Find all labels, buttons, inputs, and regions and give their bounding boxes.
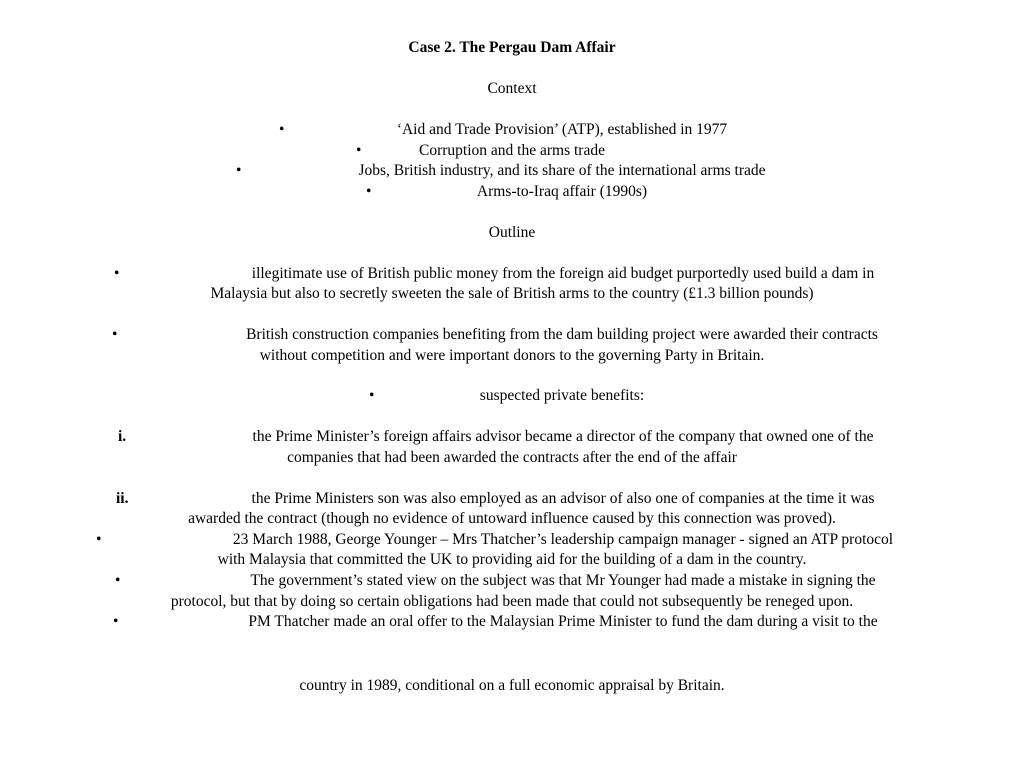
outline-item-2-line-1: British construction companies benefiting from the dam building project were awarded their contracts xyxy=(246,326,878,343)
outline-item-1-line-2: Malaysia but also to secretly sweeten the sale of British arms to the country (£1.3 billion pounds) xyxy=(210,285,814,302)
sub-item-i-line-2: companies that had been awarded the contracts after the end of the affair xyxy=(287,449,737,466)
bullet-icon: • xyxy=(236,162,242,179)
context-heading: Context xyxy=(487,80,537,97)
bullet-icon: • xyxy=(366,183,372,200)
bullet-icon: • xyxy=(112,326,118,343)
outline-item-2-line-2: without competition and were important donors to the governing Party in Britain. xyxy=(259,347,765,364)
bullet-icon: • xyxy=(113,613,119,630)
outline-item-3: suspected private benefits: xyxy=(479,387,645,404)
context-item-1: ‘Aid and Trade Provision’ (ATP), established in 1977 xyxy=(396,121,728,138)
event-3-line-1: PM Thatcher made an oral offer to the Malaysian Prime Minister to fund the dam during a visit to the xyxy=(248,613,878,630)
sub-item-i-line-1: the Prime Minister’s foreign affairs advisor became a director of the company that owned one of the xyxy=(252,428,874,445)
context-item-4: Arms-to-Iraq affair (1990s) xyxy=(476,183,648,200)
sub-item-i-marker: i. xyxy=(118,428,127,445)
context-item-3: Jobs, British industry, and its share of the international arms trade xyxy=(358,162,766,179)
outline-item-1-line-1: illegitimate use of British public money from the foreign aid budget purportedly used build a dam in xyxy=(251,265,875,282)
event-1-line-1: 23 March 1988, George Younger – Mrs Thatcher’s leadership campaign manager - signed an ATP protocol xyxy=(232,531,894,548)
sub-item-ii-marker: ii. xyxy=(116,490,129,507)
event-1-line-2: with Malaysia that committed the UK to providing aid for the building of a dam in the country. xyxy=(217,551,807,568)
context-item-2: Corruption and the arms trade xyxy=(419,142,605,159)
outline-heading: Outline xyxy=(488,224,536,241)
event-3-line-2: country in 1989, conditional on a full economic appraisal by Britain. xyxy=(299,677,725,694)
event-2-line-2: protocol, but that by doing so certain obligations had been made that could not subsequently be reneged upon. xyxy=(170,593,854,610)
bullet-icon: • xyxy=(114,265,120,282)
bullet-icon: • xyxy=(96,531,102,548)
sub-item-ii-line-2: awarded the contract (though no evidence of untoward influence caused by this connection was proved). xyxy=(188,510,836,527)
document-title: Case 2. The Pergau Dam Affair xyxy=(408,39,616,56)
bullet-icon: • xyxy=(356,142,362,159)
bullet-icon: • xyxy=(279,121,285,138)
event-2-line-1: The government’s stated view on the subject was that Mr Younger had made a mistake in signing the xyxy=(250,572,876,589)
sub-item-ii-line-1: the Prime Ministers son was also employed as an advisor of also one of companies at the time it was xyxy=(251,490,875,507)
bullet-icon: • xyxy=(115,572,121,589)
bullet-icon: • xyxy=(369,387,375,404)
